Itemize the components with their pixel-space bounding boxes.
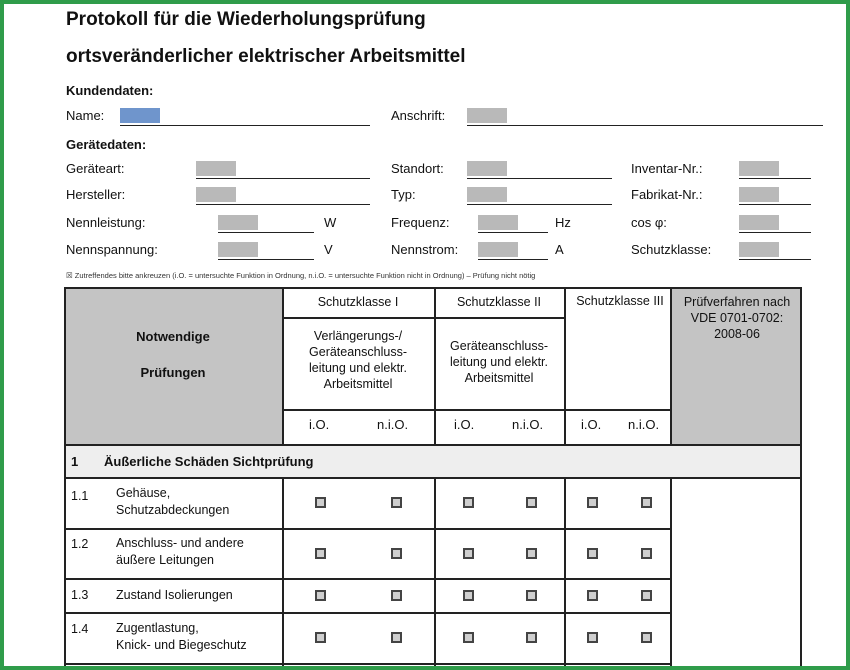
sk2-nio-label: n.i.O. <box>512 417 544 432</box>
checkbox-1-3-sk2-nio[interactable] <box>526 590 537 601</box>
pruefungen-label: Prüfungen <box>140 365 206 380</box>
row-1-2-line1: Anschluss- und andere <box>116 536 244 550</box>
geraeteart-underline <box>196 178 370 179</box>
section1-number: 1 <box>71 454 79 469</box>
schutzklasse-label: Schutzklasse: <box>631 242 712 257</box>
instruction-note: ☒ Zutreffendes bitte ankreuzen (i.O. = untersuchte Funktion in Ordnung, n.i.O. = untersuchte Funktion nicht in Ordnung) – Prüfung nicht nötig <box>66 271 536 280</box>
cos-field[interactable] <box>739 215 779 230</box>
nennspannung-unit: V <box>324 242 333 257</box>
checkbox-1-1-sk2-nio[interactable] <box>526 497 537 508</box>
hersteller-label: Hersteller: <box>66 187 126 202</box>
protocol-page <box>4 4 846 666</box>
standort-field[interactable] <box>467 161 507 176</box>
checkbox-1-1-sk1-io[interactable] <box>315 497 326 508</box>
checkbox-1-3-sk2-io[interactable] <box>463 590 474 601</box>
sk3-io-label: i.O. <box>581 417 602 432</box>
row-sep-2 <box>64 578 670 580</box>
col-sep-sk1 <box>434 287 436 444</box>
row-sep-header <box>64 444 802 446</box>
standort-label: Standort: <box>391 161 444 176</box>
frequenz-underline <box>478 232 548 233</box>
col-sep-sk2 <box>564 287 566 444</box>
anschrift-label: Anschrift: <box>391 108 446 123</box>
checkbox-1-3-sk3-nio[interactable] <box>641 590 652 601</box>
row-1-1-number: 1.1 <box>71 489 89 503</box>
frequenz-unit: Hz <box>555 215 571 230</box>
notwendige-label: Notwendige <box>136 329 210 344</box>
nennstrom-unit: A <box>555 242 564 257</box>
sk3-header: Schutzklasse III <box>576 294 664 308</box>
checkbox-1-1-sk3-io[interactable] <box>587 497 598 508</box>
nennstrom-label: Nennstrom: <box>391 242 459 257</box>
checkbox-1-3-sk1-nio[interactable] <box>391 590 402 601</box>
name-underline <box>120 125 370 126</box>
checkbox-1-2-sk3-nio[interactable] <box>641 548 652 559</box>
sk2-io-label: i.O. <box>454 417 475 432</box>
checkbox-1-2-sk2-nio[interactable] <box>526 548 537 559</box>
sk1-subheader: Verlängerungs-/ Geräteanschluss-leitung und elektr. Arbeitsmittel <box>309 329 407 391</box>
checkbox-1-2-sk3-io[interactable] <box>587 548 598 559</box>
verfahren-header: Prüfverfahren nach VDE 0701-0702: 2008-06 <box>683 295 791 341</box>
anschrift-underline <box>467 125 823 126</box>
checkbox-1-4-sk3-io[interactable] <box>587 632 598 643</box>
nennspannung-label: Nennspannung: <box>66 242 158 257</box>
nennspannung-field[interactable] <box>218 242 258 257</box>
fabrikat-label: Fabrikat-Nr.: <box>631 187 703 202</box>
nennleistung-field[interactable] <box>218 215 258 230</box>
sk1-nio-label: n.i.O. <box>377 417 409 432</box>
row-sep-section <box>64 477 802 479</box>
row-sep-io <box>282 409 670 411</box>
checkbox-1-3-sk3-io[interactable] <box>587 590 598 601</box>
checkbox-1-4-sk1-io[interactable] <box>315 632 326 643</box>
row-1-4-line1: Zugentlastung, <box>116 621 199 635</box>
row-sep-3 <box>64 612 670 614</box>
pruefung-table <box>64 287 802 670</box>
frequenz-field[interactable] <box>478 215 518 230</box>
hersteller-underline <box>196 204 370 205</box>
inventar-label: Inventar-Nr.: <box>631 161 703 176</box>
sk3-nio-label: n.i.O. <box>628 417 660 432</box>
checkbox-1-1-sk2-io[interactable] <box>463 497 474 508</box>
name-label: Name: <box>66 108 105 123</box>
cos-underline <box>739 232 811 233</box>
col-sep-sk1-body <box>434 477 436 670</box>
checkbox-1-2-sk1-io[interactable] <box>315 548 326 559</box>
section1-title: Äußerliche Schäden Sichtprüfung <box>104 454 314 469</box>
fabrikat-field[interactable] <box>739 187 779 202</box>
sk2-subheader: Geräteanschluss-leitung und elektr. Arbeitsmittel <box>450 339 548 385</box>
sk1-io-label: i.O. <box>309 417 330 432</box>
nennstrom-underline <box>478 259 548 260</box>
col-sep-sk3 <box>670 287 672 444</box>
col-sep-main-body <box>282 477 284 670</box>
row-sep-1 <box>64 528 670 530</box>
geraetedaten-heading: Gerätedaten: <box>66 137 147 152</box>
typ-underline <box>467 204 612 205</box>
inventar-field[interactable] <box>739 161 779 176</box>
row-1-2-line2: äußere Leitungen <box>116 553 214 567</box>
col-sep-sk3-body <box>670 477 672 670</box>
row-1-1-line1: Gehäuse, <box>116 486 171 500</box>
checkbox-1-4-sk1-nio[interactable] <box>391 632 402 643</box>
sk1-header: Schutzklasse I <box>317 295 399 309</box>
nennspannung-underline <box>218 259 314 260</box>
sk2-header: Schutzklasse II <box>456 295 542 309</box>
checkbox-1-2-sk1-nio[interactable] <box>391 548 402 559</box>
name-field[interactable] <box>120 108 160 123</box>
col-sep-main <box>282 287 284 444</box>
geraeteart-field[interactable] <box>196 161 236 176</box>
inventar-underline <box>739 178 811 179</box>
row-1-3-number: 1.3 <box>71 588 89 602</box>
typ-field[interactable] <box>467 187 507 202</box>
row-1-3-line1: Zustand Isolierungen <box>116 588 233 602</box>
page-title-line2: ortsveränderlicher elektrischer Arbeitsmittel <box>66 46 466 67</box>
row-1-1-line2: Schutzabdeckungen <box>116 503 230 517</box>
standort-underline <box>467 178 612 179</box>
nennleistung-label: Nennleistung: <box>66 215 146 230</box>
row-1-4-number: 1.4 <box>71 622 89 636</box>
nennleistung-unit: W <box>324 215 337 230</box>
checkbox-1-3-sk1-io[interactable] <box>315 590 326 601</box>
row-sep-4 <box>64 663 670 665</box>
schutzklasse-field[interactable] <box>739 242 779 257</box>
nennleistung-underline <box>218 232 314 233</box>
checkbox-1-4-sk2-nio[interactable] <box>526 632 537 643</box>
geraeteart-label: Geräteart: <box>66 161 125 176</box>
table-top-border <box>64 287 802 289</box>
checkbox-1-2-sk2-io[interactable] <box>463 548 474 559</box>
row-sep-sk-title <box>282 317 564 319</box>
typ-label: Typ: <box>391 187 416 202</box>
checkbox-1-4-sk2-io[interactable] <box>463 632 474 643</box>
page-title-line1: Protokoll für die Wiederholungsprüfung <box>66 9 426 30</box>
hersteller-field[interactable] <box>196 187 236 202</box>
row-1-2-number: 1.2 <box>71 537 89 551</box>
col-sep-sk2-body <box>564 477 566 670</box>
fabrikat-underline <box>739 204 811 205</box>
cos-label: cos φ: <box>631 215 667 230</box>
nennstrom-field[interactable] <box>478 242 518 257</box>
kundendaten-heading: Kundendaten: <box>66 83 154 98</box>
schutzklasse-underline <box>739 259 811 260</box>
checkbox-1-4-sk3-nio[interactable] <box>641 632 652 643</box>
checkbox-1-1-sk3-nio[interactable] <box>641 497 652 508</box>
anschrift-field[interactable] <box>467 108 507 123</box>
checkbox-1-1-sk1-nio[interactable] <box>391 497 402 508</box>
row-1-4-line2: Knick- und Biegeschutz <box>116 638 247 652</box>
frequenz-label: Frequenz: <box>391 215 450 230</box>
